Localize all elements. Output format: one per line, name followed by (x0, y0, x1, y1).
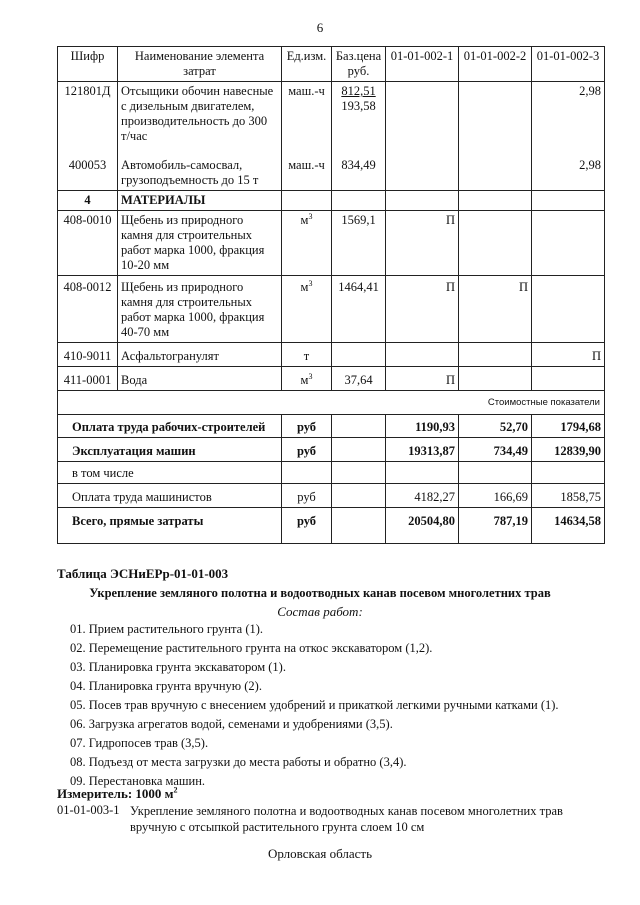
code-cell: 411-0001 (58, 367, 118, 391)
works-list (70, 620, 559, 791)
header-cell: 01-01-002-1 (386, 47, 459, 82)
name-cell: Отсыщики обочин навесные с дизельным двигателем, производительность до 300 т/час (118, 82, 282, 147)
price-cell (332, 343, 386, 367)
total-row (58, 438, 605, 462)
unit-cell (282, 211, 332, 276)
list-item: 04. Планировка грунта вручную (2). (70, 679, 262, 693)
section-label: МАТЕРИАЛЫ (118, 191, 282, 211)
value-cell: 2,98 (532, 146, 605, 191)
total-value: 734,49 (459, 438, 532, 462)
total-unit: руб (282, 415, 332, 438)
value-cell: П (386, 367, 459, 391)
unit-cell (282, 276, 332, 343)
total-value: 787,19 (459, 508, 532, 544)
resource-table (57, 46, 605, 544)
value-cell: П (459, 276, 532, 343)
value-cell (459, 82, 532, 147)
table-row (58, 146, 605, 191)
unit-superscript: 3 (308, 371, 313, 381)
code-cell: 408-0010 (58, 211, 118, 276)
works-heading: Состав работ: (277, 604, 363, 619)
list-item: 01. Прием растительного грунта (1). (70, 622, 264, 636)
cost-label: Стоимостные показатели (58, 391, 605, 415)
table-row (58, 367, 605, 391)
total-label: Эксплуатация машин (58, 438, 282, 462)
price-cell: 1464,41 (332, 276, 386, 343)
value-cell (386, 82, 459, 147)
value-cell: П (532, 343, 605, 367)
code-cell: 408-0012 (58, 276, 118, 343)
total-value: 20504,80 (386, 508, 459, 544)
unit-cell: маш.-ч (282, 82, 332, 147)
value-cell (532, 276, 605, 343)
value-cell: П (386, 276, 459, 343)
value-cell (386, 343, 459, 367)
table-title: Укрепление земляного полотна и водоотводных канав посевом многолетних трав (89, 586, 551, 600)
table-row (58, 82, 605, 147)
unit-text: м (300, 373, 309, 387)
total-value: 4182,27 (386, 484, 459, 508)
total-row (58, 415, 605, 438)
list-item: 06. Загрузка агрегатов водой, семенами и удобрениями (3,5). (70, 717, 393, 731)
total-value: 12839,90 (532, 438, 605, 462)
header-cell: Баз.цена руб. (332, 47, 386, 82)
header-cell: 01-01-002-2 (459, 47, 532, 82)
total-label: Оплата труда рабочих-строителей (58, 415, 282, 438)
value-cell (459, 146, 532, 191)
table-row (58, 211, 605, 276)
list-item: 03. Планировка грунта экскаватором (1). (70, 660, 286, 674)
cost-label-row (58, 391, 605, 415)
name-cell: Автомобиль-самосвал, грузоподъемность до 15 т (118, 146, 282, 191)
list-item: 05. Посев трав вручную с внесением удобрений и прикаткой легкими ручными катками (1). (70, 698, 559, 712)
unit-superscript: 3 (308, 278, 313, 288)
value-cell (386, 146, 459, 191)
table-row (58, 276, 605, 343)
value-cell (532, 367, 605, 391)
name-cell: Щебень из природного камня для строительных работ марка 1000, фракция 40-70 мм (118, 276, 282, 343)
page-number: 6 (316, 20, 324, 35)
footer-region: Орловская область (267, 846, 373, 861)
value-cell (532, 211, 605, 276)
unit-text: м (300, 280, 309, 294)
total-unit: руб (282, 508, 332, 544)
total-value: 1794,68 (532, 415, 605, 438)
list-item: 07. Гидропосев трав (3,5). (70, 736, 209, 750)
total-value: 1858,75 (532, 484, 605, 508)
section-number: 4 (58, 191, 118, 211)
total-row (58, 462, 605, 484)
name-cell: Вода (118, 367, 282, 391)
total-unit: руб (282, 484, 332, 508)
header-cell: 01-01-002-3 (532, 47, 605, 82)
value-cell: 2,98 (532, 82, 605, 147)
unit-cell (282, 367, 332, 391)
total-value: 166,69 (459, 484, 532, 508)
value-cell (459, 367, 532, 391)
value-cell (459, 343, 532, 367)
name-cell: Асфальтогранулят (118, 343, 282, 367)
header-cell: Ед.изм. (282, 47, 332, 82)
list-item: 09. Перестановка машин. (70, 774, 206, 788)
price-value: 193,58 (341, 99, 376, 113)
code-cell: 410-9011 (58, 343, 118, 367)
header-cell: Шифр (58, 47, 118, 82)
total-unit: руб (282, 438, 332, 462)
total-row (58, 508, 605, 544)
unit-superscript: 3 (308, 211, 313, 221)
unit-cell: маш.-ч (282, 146, 332, 191)
price-cell (332, 82, 386, 147)
table-row (58, 343, 605, 367)
unit-cell: т (282, 343, 332, 367)
code-cell: 400053 (58, 146, 118, 191)
header-cell: Наименование элемента затрат (118, 47, 282, 82)
total-label: Всего, прямые затраты (58, 508, 282, 544)
meter-text: Измеритель: 1000 м (57, 786, 174, 801)
total-label: Оплата труда машинистов (58, 484, 282, 508)
total-value: 14634,58 (532, 508, 605, 544)
code-cell: 121801Д (58, 82, 118, 147)
name-cell: Щебень из природного камня для строительных работ марка 1000, фракция 10-20 мм (118, 211, 282, 276)
price-value: 812,51 (341, 84, 376, 98)
meter-superscript: 2 (173, 785, 178, 795)
price-cell: 834,49 (332, 146, 386, 191)
value-cell: П (386, 211, 459, 276)
total-value: 52,70 (459, 415, 532, 438)
unit-text: м (300, 213, 309, 227)
total-label: в том числе (58, 462, 282, 484)
item-text: Укрепление земляного полотна и водоотводных канав посевом многолетних трав вручную с отсыпкой растительного грунта слоем 10 см (130, 804, 563, 834)
table-header-row (58, 47, 605, 82)
total-row (58, 484, 605, 508)
section-row (58, 191, 605, 211)
price-cell: 1569,1 (332, 211, 386, 276)
list-item: 02. Перемещение растительного грунта на откос экскаватором (1,2). (70, 641, 433, 655)
total-value: 1190,93 (386, 415, 459, 438)
value-cell (459, 211, 532, 276)
meter (57, 786, 617, 802)
list-item: 08. Подъезд от места загрузки до места работы и обратно (3,4). (70, 755, 407, 769)
table-name: Таблица ЭСНиЕРр-01-01-003 (57, 566, 229, 581)
price-cell: 37,64 (332, 367, 386, 391)
item-code: 01-01-003-1 (57, 803, 120, 817)
total-value: 19313,87 (386, 438, 459, 462)
